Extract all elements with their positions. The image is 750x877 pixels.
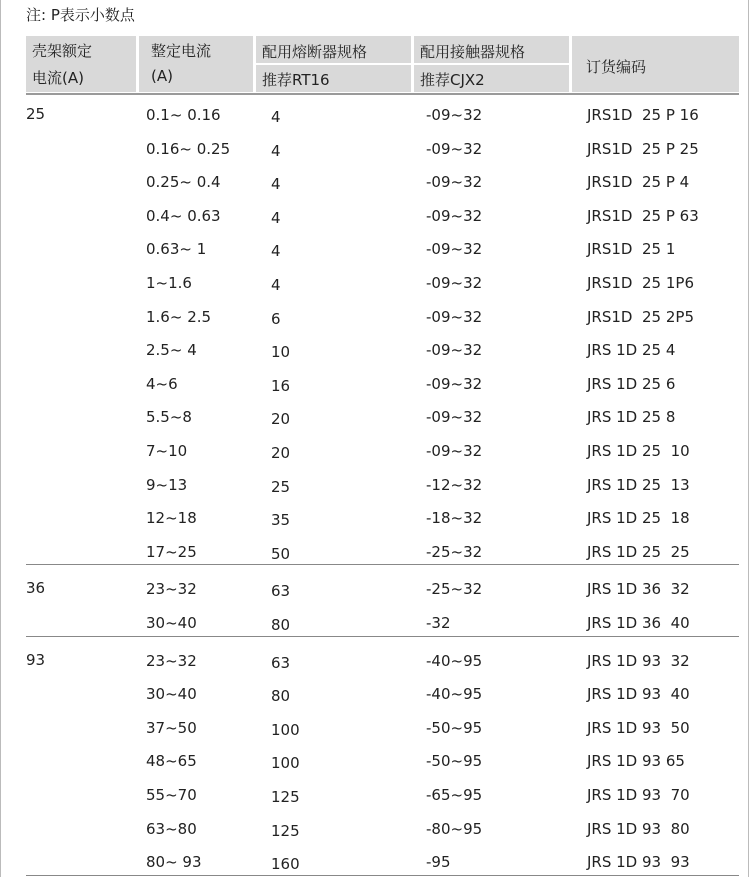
code-cell: JRS1D 25 P 4 (587, 173, 690, 192)
current-cell: 0.25~ 0.4 (146, 173, 221, 192)
header-fuse-bottom-label: 推荐RT16 (262, 71, 330, 89)
frame-current-cell: 93 (26, 650, 46, 669)
fuse-cell: 63 (271, 653, 291, 672)
contactor-cell: -25~32 (426, 542, 483, 561)
current-cell: 55~70 (146, 786, 197, 804)
current-cell: 9~13 (146, 475, 188, 494)
code-cell: JRS 1D 25 25 (587, 542, 690, 561)
contactor-cell: -09~32 (426, 206, 483, 225)
code-cell: JRS1D 25 P 16 (587, 106, 699, 124)
fuse-cell: 16 (271, 376, 291, 395)
code-cell: JRS 1D 25 6 (587, 374, 676, 393)
left-border (0, 0, 1, 877)
contactor-cell: -50~95 (426, 752, 483, 771)
contactor-cell: -09~32 (426, 274, 483, 292)
code-cell: JRS 1D 25 4 (587, 341, 676, 360)
contactor-cell: -09~32 (426, 341, 483, 360)
contactor-cell: -09~32 (426, 374, 483, 393)
code-cell: JRS 1D 93 65 (587, 752, 685, 771)
group-divider (26, 875, 739, 876)
code-cell: JRS 1D 25 10 (587, 442, 690, 460)
header-contactor-top-label: 配用接触器规格 (420, 43, 526, 61)
contactor-cell: -65~95 (426, 786, 483, 804)
header-contactor-bottom-label: 推荐CJX2 (420, 71, 485, 89)
contactor-cell: -40~95 (426, 685, 483, 704)
fuse-cell: 20 (271, 444, 291, 462)
current-cell: 37~50 (146, 718, 197, 737)
header-frame-current-line2: 电流(A) (32, 69, 84, 87)
fuse-cell: 80 (271, 616, 291, 634)
header-order-code (572, 36, 739, 92)
current-cell: 2.5~ 4 (146, 341, 197, 360)
fuse-cell: 4 (271, 108, 281, 126)
fuse-cell: 35 (271, 511, 291, 530)
contactor-cell: -09~32 (426, 139, 483, 158)
header-set-current-line2: (A) (151, 67, 173, 85)
fuse-cell: 4 (271, 141, 281, 160)
code-cell: JRS 1D 93 80 (587, 819, 690, 838)
right-border (748, 0, 749, 877)
current-cell: 1~1.6 (146, 274, 192, 292)
contactor-cell: -80~95 (426, 819, 483, 838)
current-cell: 0.63~ 1 (146, 240, 207, 259)
fuse-cell: 6 (271, 309, 281, 328)
current-cell: 23~32 (146, 651, 197, 670)
fuse-cell: 100 (271, 754, 300, 773)
group-divider (26, 636, 739, 637)
contactor-cell: -09~32 (426, 442, 483, 460)
current-cell: 30~40 (146, 614, 197, 632)
fuse-cell: 25 (271, 477, 291, 496)
note-text: 注: P表示小数点 (26, 6, 135, 24)
contactor-cell: -25~32 (426, 580, 483, 599)
fuse-cell: 50 (271, 544, 291, 563)
header-frame-current-line1: 壳架额定 (32, 42, 93, 60)
current-cell: 23~32 (146, 580, 197, 599)
current-cell: 0.16~ 0.25 (146, 139, 231, 158)
current-cell: 4~6 (146, 374, 178, 393)
current-cell: 12~18 (146, 509, 197, 528)
code-cell: JRS 1D 36 32 (587, 580, 690, 599)
fuse-cell: 4 (271, 175, 281, 194)
fuse-cell: 100 (271, 720, 300, 739)
header-contactor-top (414, 36, 569, 63)
code-cell: JRS 1D 93 50 (587, 718, 690, 737)
code-cell: JRS1D 25 P 63 (587, 206, 699, 225)
contactor-cell: -95 (426, 853, 451, 872)
header-frame-current (26, 36, 136, 92)
contactor-cell: -09~32 (426, 173, 483, 192)
current-cell: 1.6~ 2.5 (146, 307, 212, 326)
frame-current-cell: 25 (26, 105, 46, 123)
current-cell: 7~10 (146, 442, 188, 460)
fuse-cell: 160 (271, 855, 300, 874)
code-cell: JRS 1D 93 70 (587, 786, 690, 804)
frame-current-cell: 36 (26, 579, 46, 598)
header-set-current (139, 36, 253, 92)
header-fuse-bottom (256, 65, 411, 92)
code-cell: JRS1D 25 P 25 (587, 139, 699, 158)
code-cell: JRS1D 25 1P6 (587, 274, 694, 292)
current-cell: 80~ 93 (146, 853, 202, 872)
fuse-cell: 4 (271, 242, 281, 261)
code-cell: JRS1D 25 2P5 (587, 307, 694, 326)
code-cell: JRS 1D 93 93 (587, 853, 690, 872)
contactor-cell: -09~32 (426, 307, 483, 326)
current-cell: 30~40 (146, 685, 197, 704)
current-cell: 0.1~ 0.16 (146, 106, 221, 124)
contactor-cell: -12~32 (426, 475, 483, 494)
contactor-cell: -40~95 (426, 651, 483, 670)
fuse-cell: 125 (271, 821, 300, 840)
fuse-cell: 125 (271, 788, 300, 806)
header-set-current-line1: 整定电流 (151, 42, 212, 60)
current-cell: 17~25 (146, 542, 197, 561)
contactor-cell: -09~32 (426, 240, 483, 259)
fuse-cell: 4 (271, 208, 281, 227)
code-cell: JRS 1D 25 13 (587, 475, 690, 494)
code-cell: JRS 1D 25 18 (587, 509, 690, 528)
fuse-cell: 4 (271, 276, 281, 294)
current-cell: 63~80 (146, 819, 197, 838)
current-cell: 0.4~ 0.63 (146, 206, 221, 225)
group-divider (26, 564, 739, 565)
contactor-cell: -18~32 (426, 509, 483, 528)
contactor-cell: -50~95 (426, 718, 483, 737)
fuse-cell: 10 (271, 343, 291, 362)
code-cell: JRS 1D 93 40 (587, 685, 690, 704)
contactor-cell: -09~32 (426, 106, 483, 124)
fuse-cell: 63 (271, 582, 291, 601)
header-order-code-label: 订货编码 (586, 58, 647, 76)
contactor-cell: -09~32 (426, 408, 483, 427)
header-fuse-top (256, 36, 411, 63)
header-fuse-top-label: 配用熔断器规格 (262, 43, 368, 61)
contactor-cell: -32 (426, 614, 451, 632)
code-cell: JRS 1D 25 8 (587, 408, 676, 427)
header-contactor-bottom (414, 65, 569, 92)
current-cell: 48~65 (146, 752, 197, 771)
fuse-cell: 20 (271, 410, 291, 429)
code-cell: JRS1D 25 1 (587, 240, 676, 259)
fuse-cell: 80 (271, 687, 291, 706)
code-cell: JRS 1D 36 40 (587, 614, 690, 632)
code-cell: JRS 1D 93 32 (587, 651, 690, 670)
current-cell: 5.5~8 (146, 408, 192, 427)
header-bottom-rule (26, 93, 739, 95)
